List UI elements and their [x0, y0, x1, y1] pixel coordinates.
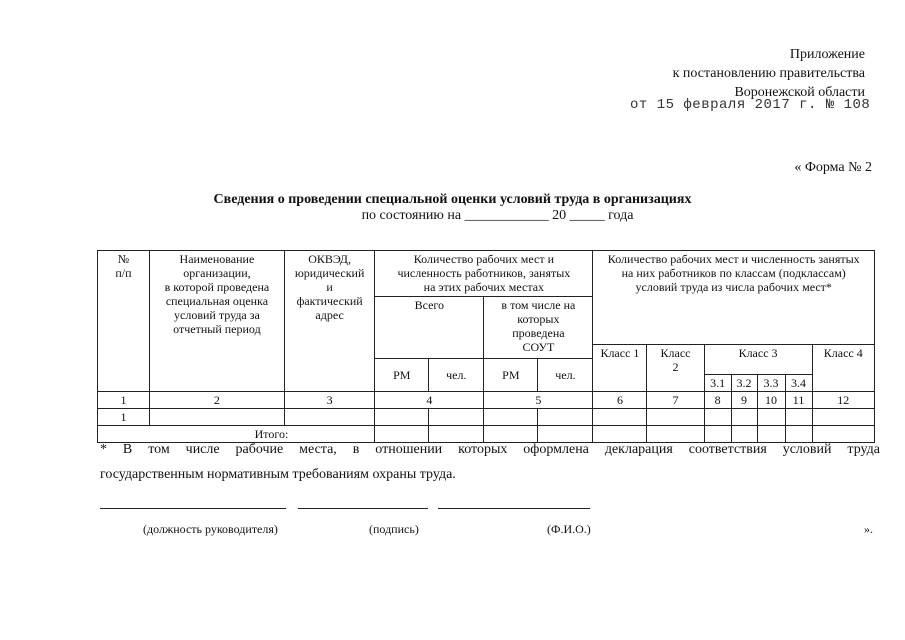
column-number: 3 — [284, 392, 374, 409]
header-chel-sout: чел. — [538, 359, 593, 392]
attachment-header — [673, 45, 865, 102]
header-okved: ОКВЭД, юридический и фактический адрес — [284, 251, 374, 392]
header-class2: Класс 2 — [647, 345, 704, 392]
header-chel-total: чел. — [429, 359, 484, 392]
column-number: 6 — [593, 392, 647, 409]
form-number: « Форма № 2 — [794, 160, 872, 175]
column-number: 7 — [647, 392, 704, 409]
column-number: 2 — [149, 392, 284, 409]
position-signature-line — [100, 508, 286, 509]
table-cell[interactable] — [429, 409, 484, 426]
signature-caption: (подпись) — [369, 522, 419, 536]
header-class1: Класс 1 — [593, 345, 647, 392]
column-number: 8 — [704, 392, 731, 409]
header-workplaces-count: Количество рабочих мест и численность работников, занятых на этих рабочих местах — [375, 251, 593, 297]
table-cell[interactable] — [149, 409, 284, 426]
header-class4: Класс 4 — [812, 345, 874, 392]
column-number: 12 — [812, 392, 874, 409]
table-cell[interactable] — [647, 409, 704, 426]
row-number: 1 — [98, 409, 150, 426]
attachment-line3: Воронежской области — [734, 85, 865, 100]
column-number: 1 — [98, 392, 150, 409]
document-title: Сведения о проведении специальной оценки условий труда в организациях — [213, 192, 692, 207]
column-number: 10 — [757, 392, 785, 409]
column-number: 11 — [785, 392, 812, 409]
table-cell[interactable] — [785, 409, 812, 426]
table-row — [98, 409, 875, 426]
table-cell[interactable] — [538, 409, 593, 426]
header-subclass-3-2: 3.2 — [731, 375, 757, 392]
document-subtitle: по состоянию на ____________ 20 _____ года — [361, 208, 634, 223]
header-classes-count: Количество рабочих мест и численность занятых на них работников по классам (подклассам) условий труда из числа рабочих мест* — [593, 251, 875, 345]
table-cell[interactable] — [484, 409, 538, 426]
report-table — [97, 250, 875, 443]
header-no: № п/п — [98, 251, 150, 392]
column-number: 9 — [731, 392, 757, 409]
table-cell[interactable] — [284, 409, 374, 426]
footnote-line1: * В том числе рабочие места, в отношении которых оформлена декларация соответствия условий труда — [100, 442, 880, 457]
closing-quote: ». — [864, 522, 873, 536]
table-cell[interactable] — [757, 409, 785, 426]
header-class3: Класс 3 — [704, 345, 812, 375]
table-cell[interactable] — [375, 409, 429, 426]
header-total: Всего — [375, 297, 484, 359]
total-label: Итого: — [98, 426, 375, 443]
header-subclass-3-1: 3.1 — [704, 375, 731, 392]
footnote-line2: государственным нормативным требованиям охраны труда. — [100, 467, 456, 482]
column-number: 5 — [484, 392, 593, 409]
table-cell[interactable] — [704, 409, 731, 426]
decree-date-stamp: от 15 февраля 2017 г. № 108 — [630, 97, 871, 113]
signature-line — [298, 508, 428, 509]
table-cell[interactable] — [593, 409, 647, 426]
position-caption: (должность руководителя) — [143, 522, 278, 536]
attachment-line1: Приложение — [789, 47, 865, 62]
header-rm-sout: РМ — [484, 359, 538, 392]
header-organization-name: Наименование организации, в которой проведена специальная оценка условий труда за отчетный период — [149, 251, 284, 392]
column-numbers-row — [98, 392, 875, 409]
header-rm-total: РМ — [375, 359, 429, 392]
table-cell[interactable] — [812, 409, 874, 426]
header-subclass-3-4: 3.4 — [785, 375, 812, 392]
column-number: 4 — [375, 392, 484, 409]
fio-caption: (Ф.И.О.) — [547, 522, 591, 536]
fio-signature-line — [438, 508, 590, 509]
attachment-line2: к постановлению правительства — [672, 66, 865, 81]
table-cell[interactable] — [731, 409, 757, 426]
header-sout: в том числе на которых проведена СОУТ — [484, 297, 593, 359]
header-subclass-3-3: 3.3 — [757, 375, 785, 392]
